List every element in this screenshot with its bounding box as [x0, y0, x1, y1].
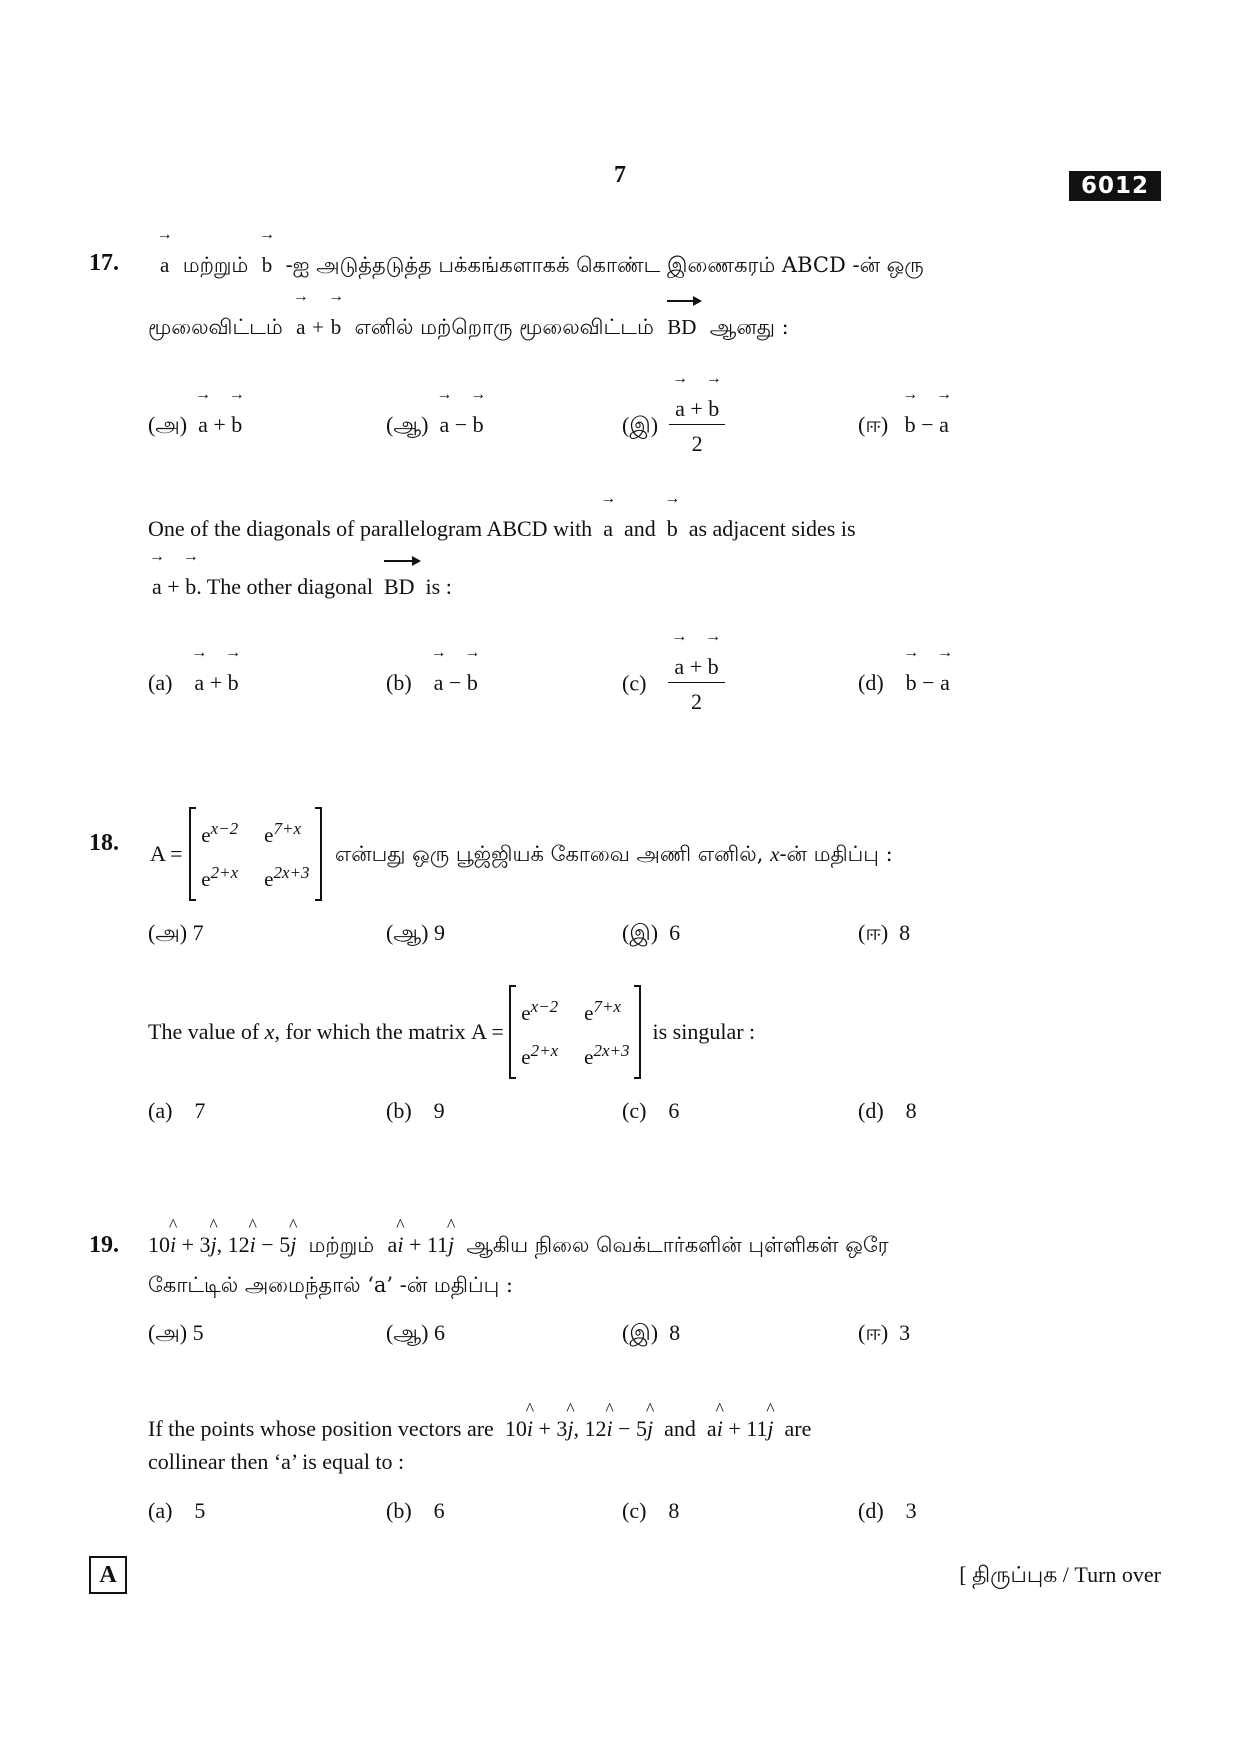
series-letter-box: A — [89, 1556, 127, 1594]
q18-option-ta-4[interactable]: (ஈ) 8 — [858, 920, 911, 945]
q17-tamil-line-1: → a மற்றும் → b -ஐ அடுத்தடுத்த பக்கங்களாகக் கொண்ட இணைகரம் ABCD -ன் ஒரு — [156, 226, 924, 277]
q18-tamil-line: A = $e^{x-2}$ $e^{7+x}$ $e^{2+x}$ $e^{2x+3}$ என்பது ஒரு பூஜ்ஜியக் கோவை அணி எனில், x -ன் மதிப்பு : — [150, 808, 893, 900]
q18-option-en-b[interactable]: (b) 9 — [386, 1098, 445, 1123]
q18-option-en-d[interactable]: (d) 8 — [858, 1098, 917, 1123]
q18-option-en-c[interactable]: (c) 6 — [622, 1098, 680, 1123]
q19-tamil-line-2: கோட்டில் அமைந்தால் ‘a’ -ன் மதிப்பு : — [148, 1273, 513, 1297]
q19-option-ta-3[interactable]: (இ) 8 — [622, 1320, 681, 1345]
q19-tamil-line-1: 10 ^ i + 3 ^ j, 12 ^ i − 5 ^ j மற்றும் a ^ i + 11 ^ j ஆகிய நிலை வெக்டார்களின் புள்ளிகள் ஒரே — [148, 1215, 889, 1257]
q19-option-ta-1[interactable]: (அ) 5 — [148, 1320, 204, 1345]
q17-option-en-c[interactable]: (c) → a + → b 2 — [622, 650, 725, 717]
q19-english-line-2: collinear then ‘a’ is equal to : — [148, 1449, 405, 1474]
q19-option-en-c[interactable]: (c) 8 — [622, 1498, 680, 1523]
q19-english-line-1: If the points whose position vectors are 10 ^ i + 3 ^ j, 12 ^ i − 5 ^ j and a ^ i + 11 ^ j are — [148, 1399, 812, 1441]
q19-option-en-b[interactable]: (b) 6 — [386, 1498, 445, 1523]
q17-option-ta-3[interactable]: (இ) → a + → b 2 — [622, 392, 725, 459]
q17-option-ta-1[interactable]: (அ) → a + → b — [148, 386, 245, 437]
q17-english-line-2: → a + → b. The other diagonal BD is : — [148, 548, 452, 599]
paper-code-badge: 6012 — [1069, 171, 1161, 201]
q17-option-ta-2[interactable]: (ஆ) → a − → b — [386, 386, 487, 437]
q18-option-ta-1[interactable]: (அ) 7 — [148, 920, 204, 945]
question-number-17: 17. — [89, 250, 119, 276]
q17-option-en-b[interactable]: (b) → a − → b — [386, 644, 481, 695]
q18-matrix-english: $e^{x-2}$ $e^{7+x}$ $e^{2+x}$ $e^{2x+3}$ — [509, 986, 641, 1078]
q18-option-ta-3[interactable]: (இ) 6 — [622, 920, 681, 945]
question-number-19: 19. — [89, 1232, 119, 1258]
q17-option-ta-4[interactable]: (ஈ) → b − → a — [858, 386, 952, 437]
q19-option-en-d[interactable]: (d) 3 — [858, 1498, 917, 1523]
question-number-18: 18. — [89, 830, 119, 856]
q19-option-ta-2[interactable]: (ஆ) 6 — [386, 1320, 445, 1345]
q18-english-line: The value of x , for which the matrix A = $e^{x-2}$ $e^{7+x}$ $e^{2+x}$ $e^{2x+3}$ is singular : — [148, 986, 755, 1078]
q19-option-ta-4[interactable]: (ஈ) 3 — [858, 1320, 911, 1345]
q17-tamil-line-2: மூலைவிட்டம் → a + → b எனில் மற்றொரு மூலைவிட்டம் BD ஆனது : — [148, 288, 789, 339]
turn-over-note: [ திருப்புக / Turn over — [959, 1562, 1161, 1587]
q17-option-en-a[interactable]: (a) → a + → b — [148, 644, 242, 695]
q18-option-ta-2[interactable]: (ஆ) 9 — [386, 920, 445, 945]
q18-matrix-tamil: $e^{x-2}$ $e^{7+x}$ $e^{2+x}$ $e^{2x+3}$ — [189, 808, 321, 900]
q17-english-line-1: One of the diagonals of parallelogram ABCD with → a and → b as adjacent sides is — [148, 490, 856, 541]
page-number: 7 — [614, 162, 626, 188]
q19-option-en-a[interactable]: (a) 5 — [148, 1498, 206, 1523]
q17-option-en-d[interactable]: (d) → b − → a — [858, 644, 953, 695]
q18-option-en-a[interactable]: (a) 7 — [148, 1098, 206, 1123]
